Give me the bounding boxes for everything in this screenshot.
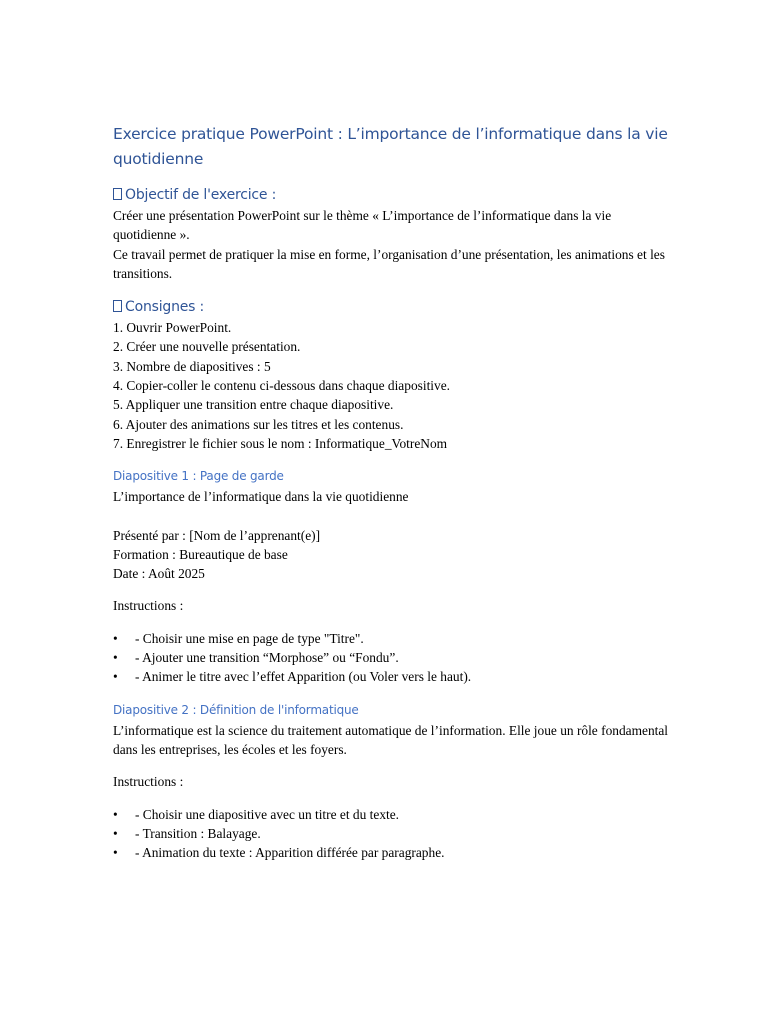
slide1-section — [113, 487, 673, 686]
list-item — [113, 805, 673, 824]
list-item-text: - Animation du texte : Apparition différée par paragraphe. — [135, 845, 445, 861]
bullet-icon: • — [113, 806, 118, 822]
slide2-section — [113, 721, 673, 863]
list-item — [113, 843, 673, 862]
list-item: 6. Ajouter des animations sur les titres et les contenus. — [113, 416, 404, 432]
objectif-paragraph-1: Créer une présentation PowerPoint sur le thème « L’importance de l’informatique dans la vie quotidienne ». — [113, 208, 612, 243]
bullet-icon: • — [113, 845, 118, 861]
missing-glyph-icon — [113, 300, 122, 312]
list-item-text: - Choisir une diapositive avec un titre et du texte. — [135, 806, 400, 822]
slide2-heading: Diapositive 2 : Définition de l'informatique — [113, 702, 359, 717]
list-item: 3. Nombre de diapositives : 5 — [113, 358, 271, 374]
list-item — [113, 824, 673, 843]
slide1-subtitle: L’importance de l’informatique dans la vie quotidienne — [113, 489, 409, 505]
list-item — [113, 667, 673, 686]
slide2-instructions-label: Instructions : — [113, 774, 184, 790]
slide1-instructions-list — [113, 629, 673, 687]
list-item-text: - Animer le titre avec l’effet Apparition (ou Voler vers le haut). — [135, 669, 472, 685]
list-item: 4. Copier-coller le contenu ci-dessous dans chaque diapositive. — [113, 378, 451, 394]
slide2-instructions-list — [113, 805, 673, 863]
consignes-heading — [113, 297, 673, 317]
document-page — [113, 122, 673, 876]
slide1-instructions-label: Instructions : — [113, 598, 184, 614]
objectif-heading — [113, 185, 673, 205]
bullet-icon: • — [113, 630, 118, 646]
objectif-section — [113, 206, 673, 283]
consignes-heading-text: Consignes : — [125, 299, 205, 316]
list-item: 2. Créer une nouvelle présentation. — [113, 339, 301, 355]
bullet-icon: • — [113, 650, 118, 666]
list-item: 5. Appliquer une transition entre chaque diapositive. — [113, 397, 394, 413]
list-item: 7. Enregistrer le fichier sous le nom : Informatique_VotreNom — [113, 435, 448, 451]
slide1-heading: Diapositive 1 : Page de garde — [113, 469, 284, 484]
list-item — [113, 629, 673, 648]
missing-glyph-icon — [113, 188, 122, 200]
list-item-text: - Ajouter une transition “Morphose” ou “Fondu”. — [135, 650, 399, 666]
list-item: 1. Ouvrir PowerPoint. — [113, 320, 232, 336]
consignes-list — [113, 318, 673, 453]
list-item-text: - Choisir une mise en page de type "Titre". — [135, 630, 364, 646]
consignes-section — [113, 318, 673, 453]
slide1-formation: Formation : Bureautique de base — [113, 546, 288, 562]
document-title: Exercice pratique PowerPoint : L’importance de l’informatique dans la vie quotidienne — [113, 125, 668, 168]
list-item-text: - Transition : Balayage. — [135, 825, 261, 841]
slide1-presented-by: Présenté par : [Nom de l’apprenant(e)] — [113, 527, 321, 543]
objectif-heading-text: Objectif de l'exercice : — [125, 187, 277, 203]
slide2-paragraph: L’informatique est la science du traitement automatique de l’information. Elle joue un rôle fondamental dans les entreprises, les écoles et les foyers. — [113, 722, 669, 757]
bullet-icon: • — [113, 669, 118, 685]
bullet-icon: • — [113, 825, 118, 841]
objectif-paragraph-2: Ce travail permet de pratiquer la mise en forme, l’organisation d’une présentation, les animations et les transitions. — [113, 246, 665, 281]
list-item — [113, 648, 673, 667]
slide1-date: Date : Août 2025 — [113, 566, 205, 582]
